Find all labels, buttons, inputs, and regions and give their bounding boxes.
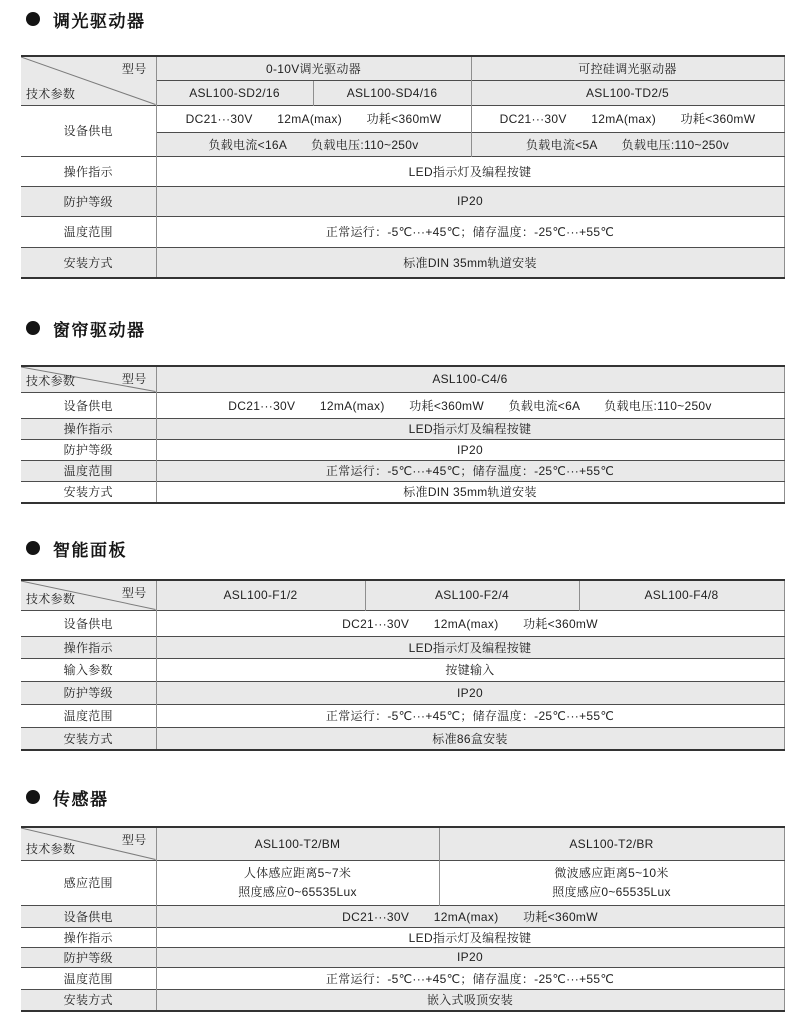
section-title-dimmer-driver: [26, 9, 146, 29]
value-cell: LED指示灯及编程按键: [156, 156, 784, 186]
section-title-text: 窗帘驱动器: [53, 320, 146, 340]
row-label: 安装方式: [21, 481, 156, 503]
row-label: 温度范围: [21, 967, 156, 989]
value-cell: LED指示灯及编程按键: [156, 418, 784, 439]
corner-cell: [21, 580, 156, 610]
corner-cell: [21, 827, 156, 860]
row-label: 安装方式: [21, 989, 156, 1011]
row-label: 防护等级: [21, 186, 156, 216]
corner-model-label: 型号: [121, 372, 147, 386]
row-label: 操作指示: [21, 636, 156, 658]
row-label: 设备供电: [21, 392, 156, 418]
model-cell: ASL100-TD2/5: [471, 80, 784, 105]
spec-table-sensor: [21, 826, 785, 1012]
row-label: 安装方式: [21, 727, 156, 750]
row-label: 操作指示: [21, 927, 156, 947]
corner-model-label: 型号: [121, 833, 147, 847]
model-cell: ASL100-T2/BR: [439, 827, 784, 860]
range-line: 照度感应0~65535Lux: [238, 884, 357, 899]
range-line: 照度感应0~65535Lux: [552, 884, 671, 899]
bullet-icon: [26, 541, 40, 555]
value-cell: DC21···30V 12mA(max) 功耗<360mW: [156, 905, 784, 927]
range-line: 微波感应距离5~10米: [554, 865, 669, 880]
row-label: 温度范围: [21, 216, 156, 247]
group-header-cell: 0-10V调光驱动器: [156, 56, 471, 80]
corner-model-label: 型号: [121, 586, 147, 600]
value-cell: 正常运行：-5℃···+45℃；储存温度：-25℃···+55℃: [156, 704, 784, 727]
row-label: 防护等级: [21, 947, 156, 967]
value-cell: 标准DIN 35mm轨道安装: [156, 247, 784, 278]
row-label: 设备供电: [21, 610, 156, 636]
row-label: 防护等级: [21, 439, 156, 460]
corner-model-label: 型号: [121, 62, 147, 76]
value-cell: 标准86盒安装: [156, 727, 784, 750]
value-cell: 正常运行：-5℃···+45℃；储存温度：-25℃···+55℃: [156, 460, 784, 481]
row-label: 操作指示: [21, 156, 156, 186]
corner-params-label: 技术参数: [26, 591, 76, 606]
value-cell: 负载电流<16A 负载电压:110~250v: [156, 132, 471, 156]
value-cell: IP20: [156, 439, 784, 460]
range-line: 人体感应距离5~7米: [243, 865, 352, 880]
section-title-text: 传感器: [53, 789, 109, 809]
row-label: 感应范围: [21, 860, 156, 905]
bullet-icon: [26, 790, 40, 804]
row-label: 输入参数: [21, 658, 156, 681]
row-label: 防护等级: [21, 681, 156, 704]
value-cell: DC21···30V 12mA(max) 功耗<360mW: [471, 105, 784, 132]
corner-cell: [21, 56, 156, 105]
model-cell: ASL100-SD4/16: [313, 80, 471, 105]
value-cell: LED指示灯及编程按键: [156, 927, 784, 947]
group-header-cell: 可控硅调光驱动器: [471, 56, 784, 80]
value-cell: IP20: [156, 947, 784, 967]
value-cell: IP20: [156, 186, 784, 216]
value-cell: [156, 860, 439, 905]
value-cell: 嵌入式吸顶安装: [156, 989, 784, 1011]
value-cell: [439, 860, 784, 905]
corner-cell: [21, 366, 156, 392]
model-cell: ASL100-SD2/16: [156, 80, 313, 105]
value-cell: 正常运行：-5℃···+45℃；储存温度：-25℃···+55℃: [156, 216, 784, 247]
value-cell: LED指示灯及编程按键: [156, 636, 784, 658]
row-label: 温度范围: [21, 704, 156, 727]
bullet-icon: [26, 321, 40, 335]
section-title-text: 调光驱动器: [53, 11, 146, 31]
model-cell: ASL100-F4/8: [579, 580, 784, 610]
value-cell: DC21···30V 12mA(max) 功耗<360mW: [156, 610, 784, 636]
value-cell: 标准DIN 35mm轨道安装: [156, 481, 784, 503]
model-cell: ASL100-T2/BM: [156, 827, 439, 860]
corner-params-label: 技术参数: [26, 86, 76, 101]
corner-params-label: 技术参数: [26, 841, 76, 856]
section-title-smart-panel: [26, 538, 127, 558]
row-label: 设备供电: [21, 105, 156, 156]
spec-table-dimmer-driver: [21, 55, 785, 279]
model-cell: ASL100-F2/4: [365, 580, 579, 610]
spec-table-smart-panel: [21, 579, 785, 751]
value-cell: 负载电流<5A 负载电压:110~250v: [471, 132, 784, 156]
value-cell: DC21···30V 12mA(max) 功耗<360mW: [156, 105, 471, 132]
value-cell: 正常运行：-5℃···+45℃；储存温度：-25℃···+55℃: [156, 967, 784, 989]
row-label: 温度范围: [21, 460, 156, 481]
row-label: 设备供电: [21, 905, 156, 927]
value-cell: 按键输入: [156, 658, 784, 681]
corner-params-label: 技术参数: [26, 373, 76, 388]
section-title-sensor: [26, 787, 109, 807]
model-cell: ASL100-F1/2: [156, 580, 365, 610]
section-title-curtain-driver: [26, 318, 146, 338]
row-label: 操作指示: [21, 418, 156, 439]
value-cell: DC21···30V 12mA(max) 功耗<360mW 负载电流<6A 负载电压:110~250v: [156, 392, 784, 418]
value-cell: IP20: [156, 681, 784, 704]
spec-table-curtain-driver: [21, 365, 785, 504]
row-label: 安装方式: [21, 247, 156, 278]
model-cell: ASL100-C4/6: [156, 366, 784, 392]
section-title-text: 智能面板: [53, 540, 127, 560]
bullet-icon: [26, 12, 40, 26]
